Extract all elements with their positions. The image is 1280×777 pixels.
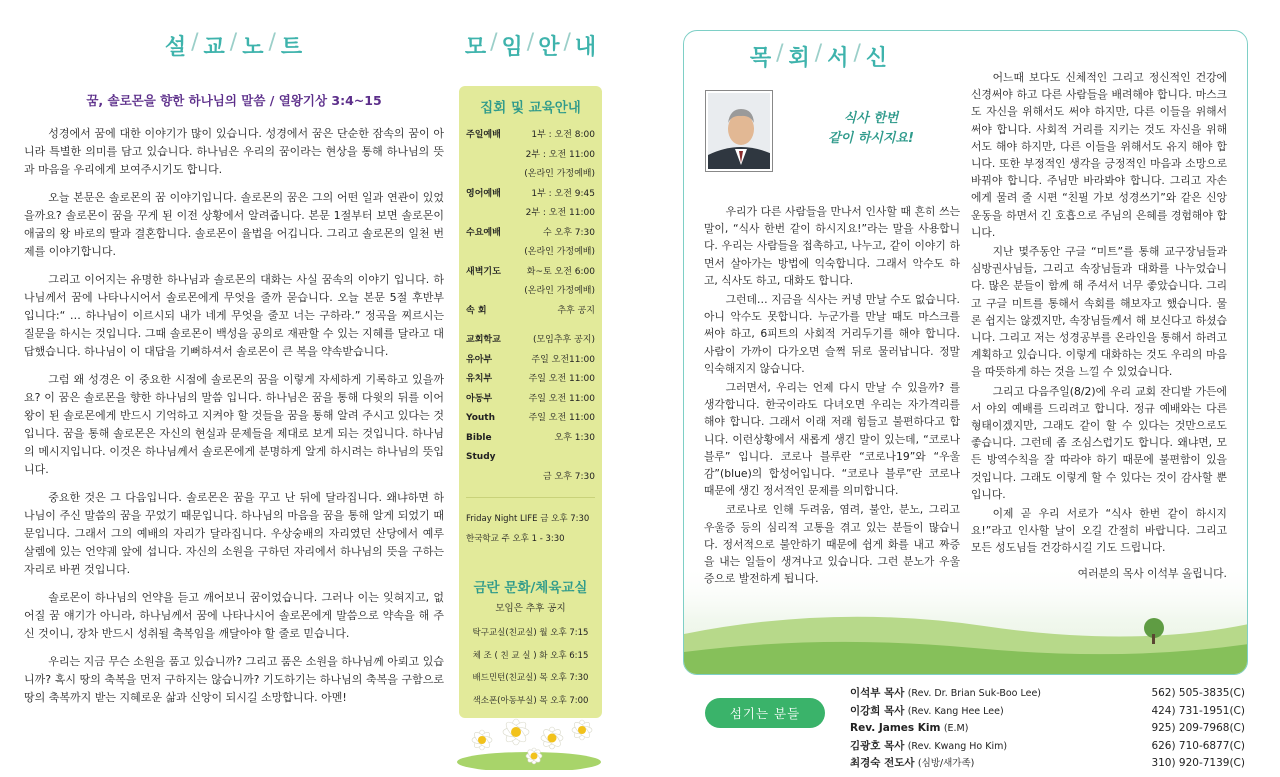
quote-line: 식사 한번 [843,111,899,126]
schedule-time: 2부 : 오전 11:00 [525,208,595,218]
sermon-paragraph: 솔로몬이 하나님의 언약을 듣고 깨어보니 꿈이었습니다. 그러나 이는 잊혀지고, 없어질 꿈 얘기가 아니라, 하나님께서 꿈에 나타나시어 솔로몬에게 말씀으로 약속을 해 주신 것이니, 장차 반드시 성취될 축복임을 깨달아야 할 줄로 믿습니다. [24,591,444,640]
schedule-row [466,243,595,263]
korean-school-row: 한국학교 주 오후 1 - 3:30 [466,534,565,544]
title-separator: / [229,30,239,55]
schedule-time: (온라인 가정예배) [524,169,595,179]
staff-english-name: (심방/새가족) [917,758,975,769]
meeting-panel [459,86,602,718]
culture-subheading: 모임은 추후 공지 [495,603,566,614]
schedule-label [466,146,506,166]
schedule-label: 유치부 [466,374,493,384]
pastor-portrait-icon [708,93,772,171]
sermon-paragraph: 그럼 왜 성경은 이 중요한 시점에 솔로몬의 꿈을 이렇게 자세하게 기록하고 있을까요? 이 꿈은 솔로몬을 향한 하나님의 말씀 입니다. 하나님은 꿈을 통해 다윗의 뒤를 이어 왕이 된 솔로몬에게 반드시 기억하고 지켜야 할 것들을 꿈을 통해 알려 주시고 있다는 것입니다. 꿈을 통해 솔로몬은 자신의 현실과 문제들을 제대로 보게 되는 것입니다. 하나님의 메시지입니다. 이것은 하나님께서 솔로몬에게 분명하게 알게 하시려는 하나님의 뜻입니다. [24,373,444,476]
staff-name-group [850,755,974,773]
schedule-row [466,146,595,166]
education-schedule [466,331,595,487]
letter-paragraph: 그런데… 지금을 식사는 커녕 만날 수도 없습니다. 아니 악수도 못합니다. 누군가를 만날 때도 마스크를 써야 하고, 6피트의 사회적 거리두기를 해야 합니다. 사람이 가까이 다가오면 슬쩍 뒤로 물러납니다. 정말 익숙해지지 않습니다. [704,293,960,375]
schedule-time: 화~토 오전 6:00 [526,266,595,277]
letter-paragraph: 코로나로 인해 두려움, 염려, 불안, 분노, 그리고 우울증 등의 심리적 고통을 겪고 있는 분들이 많습니다. 정서적으로 불안하기 때문에 쉽게 화를 내고 짜증을 내는 일들이 생겨나고 있습니다. 그런 분노가 우울증으로 발전하게 됩니다. [704,503,960,586]
title-separator: / [526,30,536,55]
schedule-time: 1부 : 오전 9:45 [531,188,595,199]
culture-row: 체 조 ( 친 교 실 ) 화 오후 6:15 [472,650,589,661]
staff-name-group [850,703,1004,721]
title-char: 노 [242,35,265,60]
schedule-row [466,351,595,371]
staff-name: 이석부 목사 [850,687,905,699]
staff-phone: 925) 209-7968(C) [1151,722,1245,734]
schedule-label [466,282,506,302]
letter-paragraph: 어느때 보다도 신체적인 그리고 정신적인 건강에 신경써야 하고 다른 사람들을 배려해야 합니다. 마스크도 자신을 위해서도 써야 하지만, 다른 이들을 위해서 써야 합니다. 사회적 거리를 지키는 것도 자신을 위해서도 해야 하지만, 다른 이들을 위해서도 유지 해야 합니다. 또한 부정적인 생각을 긍정적인 마음과 소망으로 바꿔야 합니다. 주님만 바라봐야 합니다. 그리고 자손에게 물려 줄 시편 “친필 가보 성경쓰기”와 같은 신앙운동을 하면서 긴 호흡으로 주님의 은혜를 경험해야 합니다. [971,71,1227,239]
schedule-label: 수요예배 [466,227,501,238]
staff-name-group [850,720,968,738]
schedule-label: 주일예배 [466,130,501,140]
meeting-guide-section [456,30,606,770]
staff-name: 김광호 목사 [850,739,905,752]
staff-row [850,720,1245,738]
title-separator: / [563,30,572,55]
staff-english-name: (Rev. Kang Hee Lee) [907,705,1004,717]
schedule-time: (온라인 가정예배) [524,286,595,296]
schedule-row [466,282,595,302]
letter-paragraph: 그리고 다음주일(8/2)에 우리 교회 잔디밭 가든에서 야외 예배를 드리려고 합니다. 정규 예배와는 다른 형태이겠지만, 그래도 같이 할 수 있다는 것만으로도 좋습니다. 그런데 좀 조심스럽기도 합니다. 왜냐면, 모든 방역수칙을 잘 따라야 하기 때문에 불편함이 있을 것입니다. 그래도 이렇게 할 수 있다는 것이 감사할 뿐입니다. [971,384,1227,501]
staff-name-group [850,685,1041,703]
staff-phone: 626) 710-6877(C) [1151,739,1245,752]
sermon-subtitle: 꿈, 솔로몬을 향한 하나님의 말씀 / 열왕기상 3:4~15 [86,93,382,108]
title-char: 서 [827,46,850,71]
staff-row [850,738,1245,756]
pastor-letter-title [684,41,954,72]
schedule-row [466,204,595,224]
schedule-label: 새벽기도 [466,266,501,277]
schedule-row [466,468,595,488]
sermon-body [24,125,444,707]
schedule-time: 2부 : 오전 11:00 [525,149,595,160]
culture-row: 탁구교실(친교실) 월 오후 7:15 [472,628,589,638]
title-separator: / [853,41,862,66]
title-separator: / [268,30,277,55]
title-char: 모 [464,35,488,60]
schedule-time: 금 오후 7:30 [542,471,595,482]
sermon-paragraph: 중요한 것은 그 다음입니다. 솔로몬은 꿈을 꾸고 난 뒤에 달라집니다. 왜냐하면 하나님이 주신 말씀의 꿈을 꾸었기 때문입니다. 하나님의 마음을 꿈을 통해 알게 되었기 때문입니다. 그래서 그의 예배의 자리가 달라집니다. 우상숭배의 자리였던 산당에서 예루살렘에 있는 언약궤 앞에 섭니다. 자신의 소원을 구하던 자리에서 하나님의 뜻을 구하는 자리로 바뀐 것입니다. [24,491,444,576]
schedule-row [466,302,595,322]
title-char: 목 [749,46,773,71]
pastor-photo [706,91,772,171]
staff-phone: 562) 505-3835(C) [1151,687,1245,699]
staff-row [850,685,1245,703]
letter-paragraph: 지난 몇주동안 구글 “미트”를 통해 교구장님들과 심방권사님들, 그리고 속장님들과 대화를 나누었습니다. 많은 분들이 함께 해 주셔서 너무 좋았습니다. 그리고 구글 미트를 통해서 속회를 해보자고 했습니다. 물론 쉽지는 않겠지만, 속장님들께서 해 보신다고 하셨습니다. 그리고 저는 성경공부를 온라인을 통해서 하려고 계획하고 있습니다. 이렇게 대화하는 것도 우리의 마음을 따뜻하게 하는 것을 느낄 수 있었습니다. [971,245,1227,379]
staff-row [850,703,1245,721]
schedule-row [466,165,595,185]
schedule-label [466,243,506,263]
pastor-letter-section [683,30,1248,675]
staff-list [850,685,1245,773]
schedule-row [466,224,595,244]
staff-english-name: (E.M) [943,723,969,734]
title-char: 신 [865,46,889,71]
culture-row: 색소폰(아동부실) 목 오후 7:00 [472,695,589,706]
letter-paragraph: 이제 곧 우리 서로가 “식사 한번 같이 하시지요!”라고 인사할 날이 오길 간절히 바랍니다. 그리고 모든 성도님들 건강하시길 기도 드립니다. [971,507,1227,555]
schedule-time: 주일 오전 11:00 [528,393,595,404]
staff-name: 최경숙 전도사 [850,757,915,769]
schedule-label [466,165,506,185]
letter-paragraph: 그러면서, 우리는 언제 다시 만날 수 있을까? 를 생각합니다. 한국이라도 다녀오면 우리는 자가격리를 해야 합니다. 그래서 이래 저래 힘들고 불편하다고 합니다. 이런상황에서 새롭게 생긴 말이 있는데, “코로나 블루” 입니다. 코로나 블루란 “코로나19”와 “우울감”(blue)의 합성어입니다. “코로나 블루”란 코로나 때문에 생긴 정서적인 문제를 의미합니다. [704,381,960,498]
staff-phone: 310) 920-7139(C) [1151,757,1245,769]
meeting-guide-title [456,30,606,61]
schedule-row [466,429,595,468]
schedule-time: (온라인 가정예배) [524,247,595,257]
staff-label-badge: 섬기는 분들 [705,698,825,728]
title-char: 내 [574,35,598,60]
staff-name: 이강희 목사 [850,704,905,717]
friday-night-row: Friday Night LIFE 금 오후 7:30 [466,514,590,524]
meeting-heading: 집회 및 교육안내 [480,100,581,116]
title-separator: / [814,41,824,66]
sermon-note-title [24,30,444,61]
title-separator: / [490,30,499,55]
schedule-row [466,409,595,429]
worship-schedule [466,126,595,321]
title-char: 설 [164,35,188,60]
schedule-label: 교회학교 [466,335,501,345]
schedule-label: 영어예배 [466,188,501,199]
culture-heading: 금란 문화/체육교실 [473,580,588,596]
schedule-label [466,204,506,224]
title-separator: / [191,30,200,55]
staff-english-name: (Rev. Kwang Ho Kim) [907,740,1008,752]
schedule-label [466,468,506,488]
sermon-paragraph: 오늘 본문은 솔로몬의 꿈 이야기입니다. 솔로몬의 꿈은 그의 어떤 일과 연관이 있었을까요? 솔로몬이 꿈을 꾸게 된 이전 상황에서 알려줍니다. 본문 1절부터 보면 솔로몬이 애굽의 왕 바로의 딸과 결혼합니다. 솔로몬이 율법을 어깁니다. 그리고 솔로몬의 일천 번제를 이야기합니다. [24,191,444,258]
sermon-note-section [24,30,444,770]
schedule-label: 유아부 [466,354,493,365]
sermon-paragraph: 우리는 지금 무슨 소원을 품고 있습니까? 그리고 품은 소원을 하나님께 아뢰고 있습니까? 혹시 땅의 축복을 먼저 구하지는 않습니까? 기도하기는 하나님의 축복을 구함으로 땅의 축복까지 받는 지혜로운 삶과 신앙이 되시길 소망합니다. 아멘! [24,655,444,704]
title-char: 교 [203,35,226,60]
schedule-time: 주일 오전 11:00 [528,374,595,384]
schedule-row [466,126,595,146]
schedule-row [466,390,595,410]
schedule-label: Bible Study [466,432,496,462]
staff-phone: 424) 731-1951(C) [1151,704,1245,717]
quote-line: 같이 하시지요! [828,131,914,146]
sermon-paragraph: 성경에서 꿈에 대한 이야기가 많이 있습니다. 성경에서 꿈은 단순한 잠속의 꿈이 아니라 특별한 의미를 담고 있습니다. 하나님은 우리의 꿈이라는 현상을 통해 하나님의 뜻과 마음을 우리에게 보여주시기도 합니다. [24,127,444,176]
schedule-time: 수 오후 7:30 [542,227,595,238]
letter-column-right [971,69,1227,584]
schedule-time: 오후 1:30 [554,432,595,443]
staff-name-group [850,738,1007,756]
schedule-time: 1부 : 오전 8:00 [531,130,595,140]
panel-divider [466,497,595,498]
schedule-time: 주일 오전 11:00 [528,413,595,423]
schedule-label: Youth [466,413,495,423]
schedule-label: 속 회 [466,305,487,316]
schedule-row [466,331,595,351]
letter-quote [796,109,946,149]
title-char: 회 [788,46,811,71]
schedule-row [466,263,595,283]
title-char: 트 [280,35,304,60]
schedule-time: 주일 오전11:00 [531,354,595,365]
daisy-flowers-illustration [454,690,604,770]
letter-paragraph: 우리가 다른 사람들을 만나서 인사할 때 흔히 쓰는 말이, “식사 한번 같이 하시지요!”라는 말을 사용합니다. 우리는 사람들을 접촉하고, 나누고, 같이 이야기 하면서 살아가는 방법에 익숙합니다. 그래서 악수도 하고, 식사도 하고, 대화도 합니다. [704,205,960,287]
schedule-row [466,185,595,205]
title-char: 임 [501,35,524,60]
sermon-paragraph: 그리고 이어지는 유명한 하나님과 솔로몬의 대화는 사실 꿈속의 이야기 입니다. 하나님께서 꿈에 나타나시어서 솔로몬에게 무엇을 줄까 묻습니다. 오늘 본문 5절 후반부 입니다:“ … 하나님이 이르시되 내가 네게 무엇을 줄꼬 너는 구하라.” 정곡을 찌르시는 질문을 하시는 것입니다. 그때 솔로몬이 백성을 공의로 재판할 수 있는 지혜를 달라고 대답했습니다. 하나님이 이 대답을 기뻐하셔서 솔로몬이 큰 복을 약속받습니다. [24,273,444,358]
schedule-label: 아동부 [466,393,493,404]
letter-column-left [704,203,960,589]
staff-row [850,755,1245,773]
letter-signoff: 여러분의 목사 이석부 올립니다. [1077,566,1227,580]
title-separator: / [776,41,785,66]
title-char: 안 [538,35,561,60]
schedule-row [466,370,595,390]
staff-english-name: (Rev. Dr. Brian Suk-Boo Lee) [907,688,1042,699]
schedule-time: (모임추후 공지) [532,335,595,345]
staff-name: Rev. James Kim [850,722,941,734]
culture-row: 배드민턴(친교실) 목 오후 7:30 [472,673,589,683]
schedule-time: 추후 공지 [557,305,595,316]
